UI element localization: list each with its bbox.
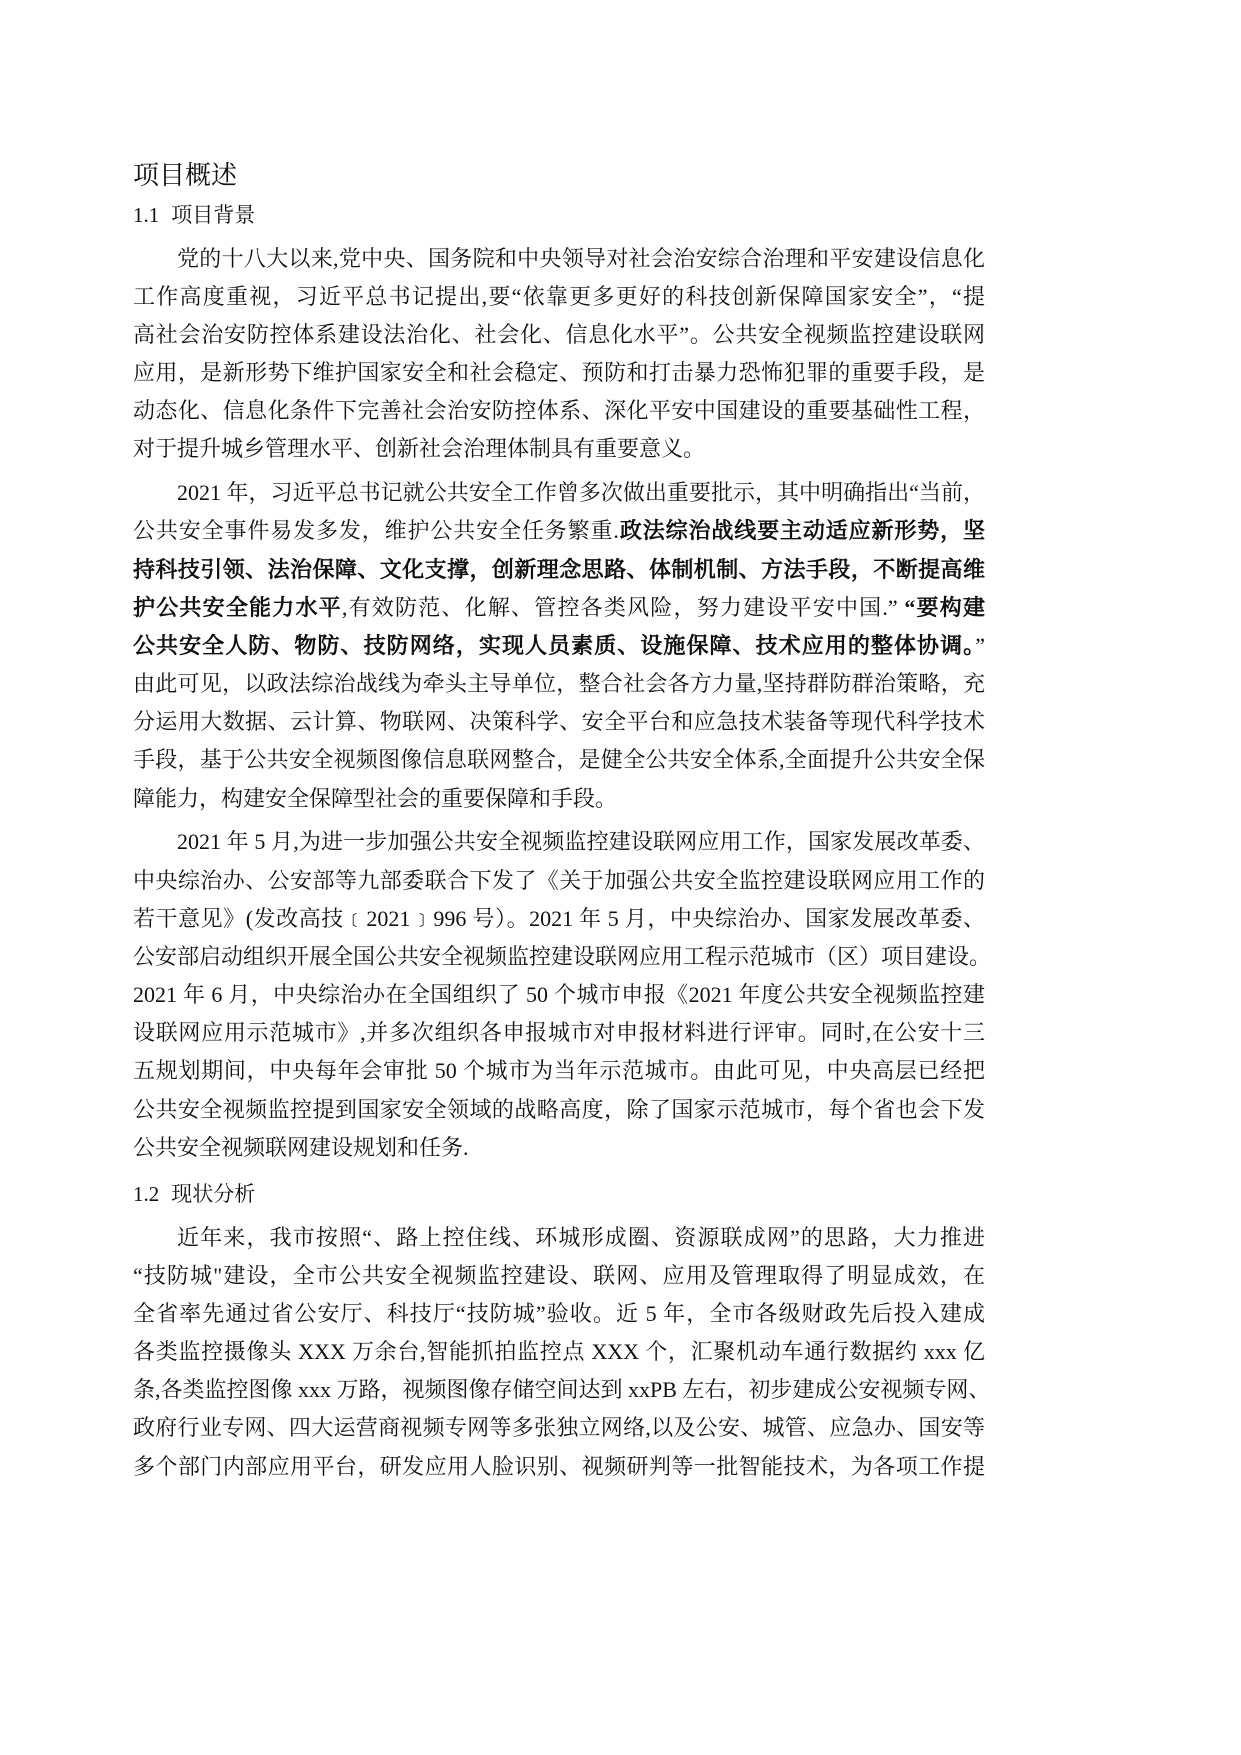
text-line (133, 316, 985, 354)
text-line (133, 1129, 985, 1167)
text-line (133, 512, 985, 550)
text-line (133, 1371, 991, 1409)
bold-text-run: 护公共安全能力水平 (133, 594, 342, 620)
text-line (133, 1091, 985, 1129)
text-line (133, 1219, 985, 1257)
text-run: 近年来，我市按照“、路上控住线、环城形成圈、资源联成网”的思路，大力推进 (177, 1224, 985, 1250)
text-run: 多个部门内部应用平台，研发应用人脸识别、视频研判等一批智能技术，为各项工作提 (133, 1453, 985, 1479)
text-line (133, 703, 985, 741)
text-line (133, 551, 985, 589)
text-run: 各类监控摄像头 XXX 万余台,智能抓拍监控点 XXX 个，汇聚机动车通行数据约 xxx 亿 (133, 1339, 985, 1365)
body-paragraph (133, 474, 985, 818)
text-line (133, 1257, 985, 1295)
text-run: ,有效防范、化解、管控各类风险，努力建设平安中国.” (341, 594, 905, 620)
document-title: 项目概述 (133, 161, 238, 191)
text-line (133, 430, 985, 468)
document-body (133, 158, 992, 1486)
text-run: 2021 年，习近平总书记就公共安全工作曾多次做出重要批示，其中明确指出“当前， (177, 480, 985, 506)
text-run: 中央综治办、公安部等九部委联合下发了《关于加强公共安全监控建设联网应用工作的 (133, 867, 985, 893)
text-run: ” (975, 632, 985, 658)
body-paragraph (133, 1219, 991, 1486)
text-run: “技防城"建设，全市公共安全视频监控建设、联网、应用及管理取得了明显成效，在 (133, 1262, 985, 1288)
section-heading (133, 196, 985, 234)
text-run: 公共安全事件易发多发，维护公共安全任务繁重. (133, 518, 619, 544)
text-line (133, 1448, 985, 1486)
text-line (133, 741, 985, 779)
text-line (133, 1014, 985, 1052)
text-line (133, 938, 992, 976)
text-line (133, 1409, 985, 1447)
text-line (133, 589, 985, 627)
text-run: 2021 年 6 月，中央综治办在全国组织了 50 个城市申报《2021 年度公共安全视频监控建 (133, 982, 985, 1008)
text-line (133, 392, 985, 430)
section-title: 现状分析 (171, 1182, 256, 1206)
text-line (133, 1052, 985, 1090)
text-line (133, 474, 985, 512)
text-run: 若干意见》(发改高技﹝2021﹞996 号）。2021 年 5 月，中央综治办、国家发展改革委、 (133, 905, 985, 931)
text-run: 公共安全视频联网建设规划和任务. (133, 1134, 469, 1160)
text-line (133, 665, 985, 703)
text-run: 公安部启动组织开展全国公共安全视频监控建设联网应用工程示范城市（区）项目建设。 (133, 943, 992, 969)
bold-text-run: 公共安全人防、物防、技防网络，实现人员素质、设施保障、技术应用的整体协调。 (133, 632, 976, 658)
text-line (133, 862, 985, 900)
text-run: 分运用大数据、云计算、物联网、决策科学、安全平台和应急技术装备等现代科学技术 (133, 709, 985, 735)
section-number: 1.1 (133, 203, 160, 227)
body-paragraph (133, 240, 985, 469)
section-title: 项目背景 (171, 203, 256, 227)
text-run: 政府行业专网、四大运营商视频专网等多张独立网络,以及公安、城管、应急办、国安等 (133, 1415, 985, 1441)
text-run: 手段，基于公共安全视频图像信息联网整合，是健全公共安全体系,全面提升公共安全保 (133, 747, 985, 773)
section-number: 1.2 (133, 1182, 160, 1206)
text-run: 由此可见，以政法综治战线为牵头主导单位，整合社会各方力量,坚持群防群治策略，充 (133, 671, 985, 697)
text-line (133, 354, 985, 392)
text-run: 对于提升城乡管理水平、创新社会治理体制具有重要意义。 (133, 436, 706, 462)
text-line (133, 627, 985, 665)
text-line (133, 1295, 985, 1333)
body-paragraph (133, 823, 992, 1167)
text-run: 党的十八大以来,党中央、国务院和中央领导对社会治安综合治理和平安建设信息化 (177, 245, 985, 271)
text-run: 工作高度重视，习近平总书记提出,要“依靠更多更好的科技创新保障国家安全”，“提 (133, 283, 985, 309)
text-run: 动态化、信息化条件下完善社会治安防控体系、深化平安中国建设的重要基础性工程， (133, 398, 985, 424)
text-line (133, 278, 985, 316)
text-line (133, 240, 985, 278)
text-line (133, 823, 985, 861)
text-run: 条,各类监控图像 xxx 万路，视频图像存储空间达到 xxPB 左右，初步建成公安视频专网、 (133, 1377, 991, 1403)
bold-text-run: “要构建 (904, 594, 985, 620)
bold-text-run: 政法综治战线要主动适应新形势，坚 (618, 518, 985, 544)
text-run: 应用，是新形势下维护国家安全和社会稳定、预防和打击暴力恐怖犯罪的重要手段，是 (133, 360, 985, 386)
text-run: 2021 年 5 月,为进一步加强公共安全视频监控建设联网应用工作，国家发展改革委、 (177, 829, 985, 855)
text-line (133, 780, 985, 818)
text-run: 设联网应用示范城市》,并多次组织各申报城市对申报材料进行评审。同时,在公安十三 (133, 1020, 985, 1046)
text-line (133, 900, 985, 938)
text-line (133, 976, 985, 1014)
text-line (133, 1333, 985, 1371)
text-run: 全省率先通过省公安厅、科技厅“技防城”验收。近 5 年，全市各级财政先后投入建成 (133, 1300, 985, 1326)
text-run: 障能力，构建安全保障型社会的重要保障和手段。 (133, 785, 618, 811)
text-run: 五规划期间，中央每年会审批 50 个城市为当年示范城市。由此可见，中央高层已经把 (133, 1058, 985, 1084)
bold-text-run: 持科技引领、法治保障、文化支撑，创新理念思路、体制机制、方法手段，不断提高维 (133, 556, 985, 582)
text-run: 公共安全视频监控提到国家安全领域的战略高度，除了国家示范城市，每个省也会下发 (133, 1096, 985, 1122)
section-heading (133, 1175, 985, 1213)
text-run: 高社会治安防控体系建设法治化、社会化、信息化水平”。公共安全视频监控建设联网 (133, 321, 985, 347)
